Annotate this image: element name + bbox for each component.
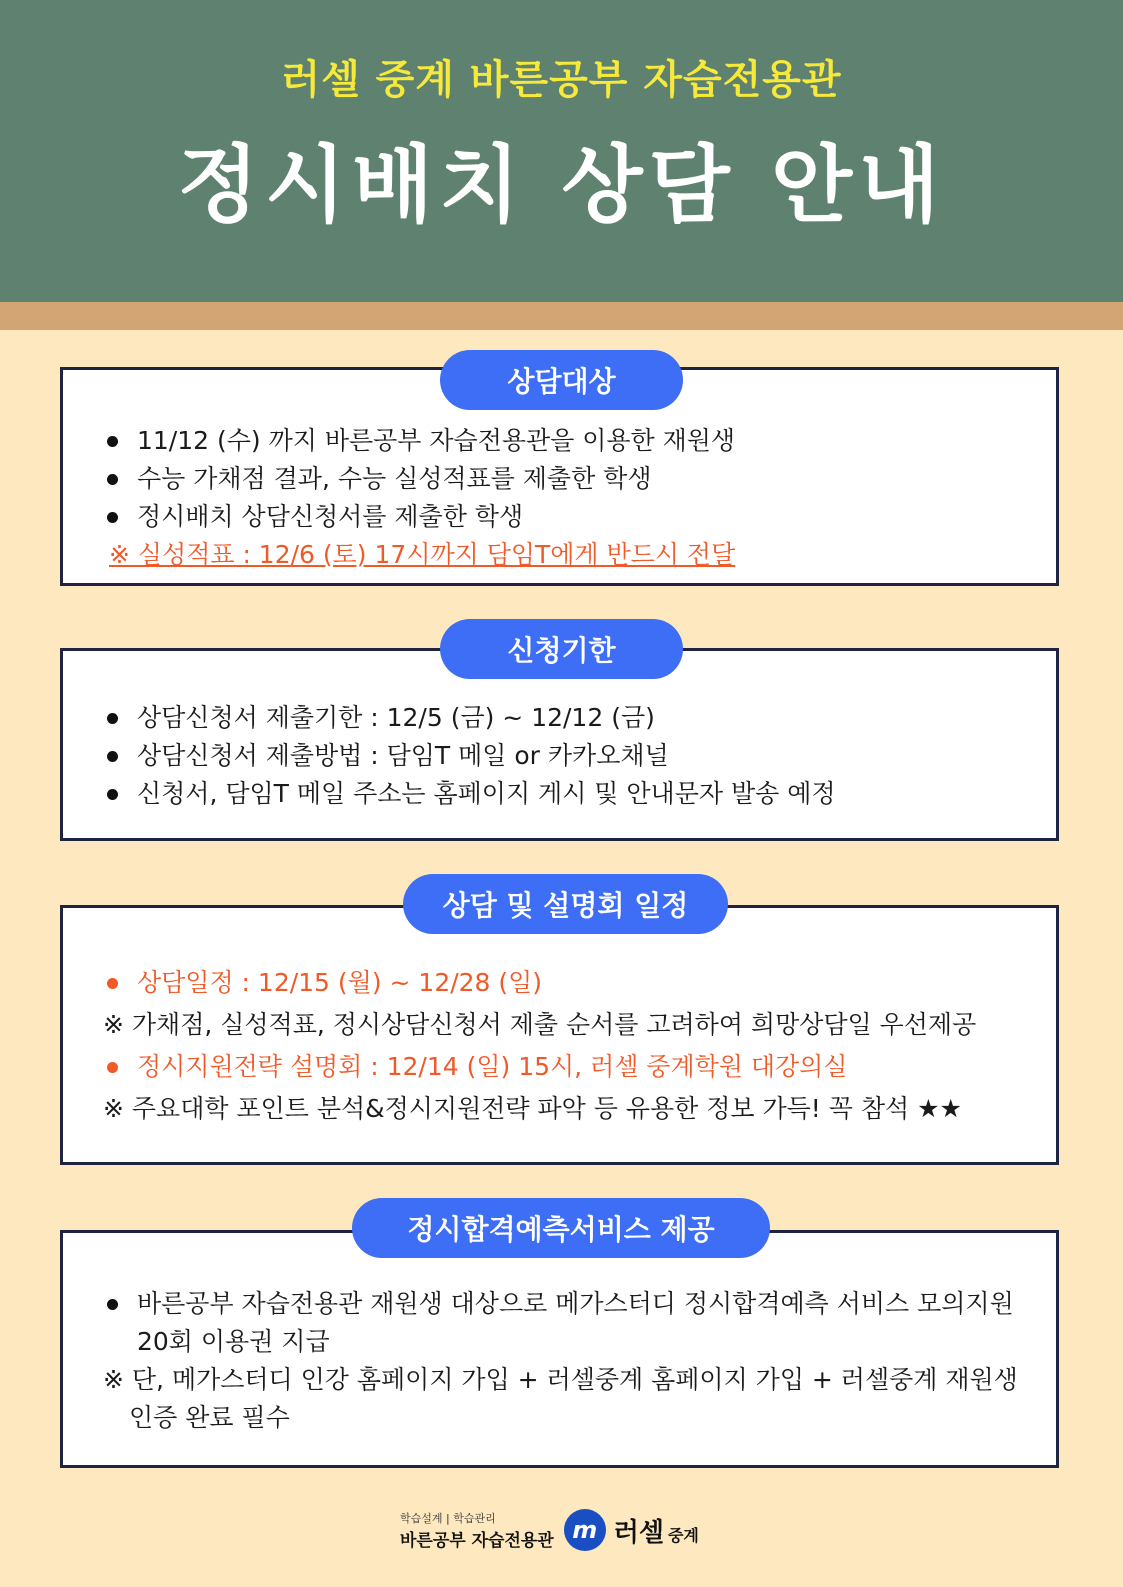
list-item: 정시지원전략 설명회 : 12/14 (일) 15시, 러셀 중계학원 대강의실 [63,1048,1056,1086]
list-item: 상담신청서 제출기한 : 12/5 (금) ~ 12/12 (금) [63,699,1056,737]
bullet-icon [107,436,118,447]
list-item: 정시배치 상담신청서를 제출한 학생 [63,498,1056,536]
logo-icon: m [564,1509,606,1551]
page-subtitle: 러셀 중계 바른공부 자습전용관 [281,57,842,103]
list-item: 바른공부 자습전용관 재원생 대상으로 메가스터디 정시합격예측 서비스 모의지원 [63,1285,1056,1323]
note-text: ※ 가채점, 실성적표, 정시상담신청서 제출 순서를 고려하여 희망상담일 우선제공 [103,1010,977,1039]
header-stripe [0,302,1123,330]
bullet-icon [107,512,118,523]
bullet-icon [107,474,118,485]
section-label-target: 상담대상 [440,350,683,410]
bullet-icon [107,713,118,724]
list-item: 11/12 (수) 까지 바른공부 자습전용관을 이용한 재원생 [63,422,1056,460]
section-schedule [60,905,1059,1165]
bullet-icon [107,1299,118,1310]
footer-tagline: 학습설계 | 학습관리 [400,1511,496,1525]
bullet-icon [107,1062,118,1073]
list-item: 상담일정 : 12/15 (월) ~ 12/28 (일) [63,964,1056,1002]
footer-brand-name: 바른공부 자습전용관 [400,1530,554,1551]
note-text: ※ 주요대학 포인트 분석&정시지원전략 파악 등 유용한 정보 가득! 꼭 참석 ★★ [103,1094,962,1123]
notice-text: ※ 실성적표 : 12/6 (토) 17시까지 담임T에게 반드시 전달 [109,540,736,569]
note-text: ※ 단, 메가스터디 인강 홈페이지 가입 + 러셀중계 홈페이지 가입 + 러셀중계 재원생 [103,1365,1018,1394]
section-label-service: 정시합격예측서비스 제공 [352,1198,770,1258]
footer-brand [400,1510,554,1551]
bullet-icon [107,789,118,800]
list-item: 수능 가채점 결과, 수능 실성적표를 제출한 학생 [63,460,1056,498]
bullet-icon [107,978,118,989]
list-item: 신청서, 담임T 메일 주소는 홈페이지 게시 및 안내문자 발송 예정 [63,775,1056,813]
section-service [60,1230,1059,1468]
logo-name: 러셀 [613,1517,664,1548]
list-item-continuation: 20회 이용권 지급 [137,1327,330,1356]
note-continuation: 인증 완료 필수 [129,1403,290,1432]
page-title: 정시배치 상담 안내 [177,136,946,234]
section-label-deadline: 신청기한 [440,619,683,679]
footer-logo [400,1496,730,1564]
logo-sub: 중계 [667,1525,699,1545]
section-label-schedule: 상담 및 설명회 일정 [403,874,728,934]
bullet-icon [107,751,118,762]
list-item: 상담신청서 제출방법 : 담임T 메일 or 카카오채널 [63,737,1056,775]
